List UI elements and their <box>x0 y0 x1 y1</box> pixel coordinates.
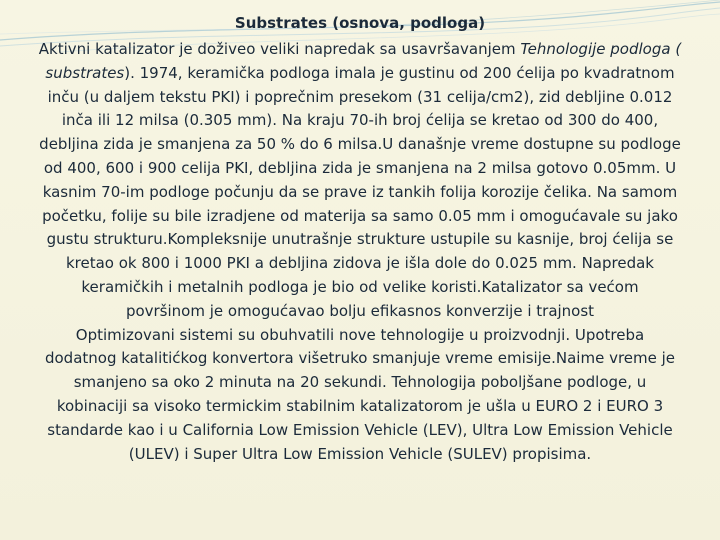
slide-title: Substrates (osnova, podloga) <box>234 14 486 32</box>
body-line: Optimizovani sistemi su obuhvatili nove tehnologije u proizvodnji. Upotreba <box>75 325 645 344</box>
slide-body-text <box>12 38 708 466</box>
body-line: debljina zida je smanjena za 50 % do 6 milsa.U današnje vreme dostupne su podloge <box>39 135 681 154</box>
body-line: površinom je omogućavao bolju efikasnos konverzije i trajnost <box>125 301 595 320</box>
italic-term: substrates <box>45 63 125 82</box>
body-line: kretao ok 800 i 1000 PKI a debljina zidova je išla dole do 0.025 mm. Napredak <box>65 254 654 273</box>
body-line: Aktivni katalizator je doživeo veliki napredak sa usavršavanjem Tehnologije podloga ( <box>38 40 682 58</box>
body-line: (ULEV) i Super Ultra Low Emission Vehicle (SULEV) propisima. <box>128 444 592 463</box>
body-line: substrates). 1974, keramička podloga imala je gustinu od 200 ćelija po kvadratnom <box>45 63 675 82</box>
body-line: dodatnog katalitićkog konvertora višetruko smanjuje vreme emisije.Naime vreme je <box>44 349 676 368</box>
body-line: standarde kao i u California Low Emission Vehicle (LEV), Ultra Low Emission Vehicle <box>47 420 673 439</box>
body-line: inču (u daljem tekstu PKI) i poprečnim presekom (31 celija/cm2), zid debljine 0.012 <box>47 87 673 106</box>
body-line: smanjeno sa oko 2 minuta na 20 sekundi. Tehnologija poboljšane podloge, u <box>73 373 647 392</box>
body-line: inča ili 12 milsa (0.305 mm). Na kraju 70-ih broj ćelija se kretao od 300 do 400, <box>61 111 659 130</box>
body-line: keramičkih i metalnih podloga je bio od velike koristi.Katalizator sa većom <box>81 277 639 296</box>
italic-term: Tehnologije podloga ( <box>520 40 682 58</box>
body-line: kobinaciji sa visoko termickim stabilnim katalizatorom je ušla u EURO 2 i EURO 3 <box>56 396 664 415</box>
body-line: početku, folije su bile izradjene od materija sa samo 0.05 mm i omogućavale su jako <box>42 206 678 225</box>
body-line: kasnim 70-im podloge počunju da se prave iz tankih folija korozije čelika. Na samom <box>42 182 678 201</box>
body-line: od 400, 600 i 900 celija PKI, debljina zida je smanjena na 2 milsa gotovo 0.05mm. U <box>43 158 677 177</box>
body-line: gustu strukturu.Kompleksnije unutrašnje strukture ustupile su kasnije, broj ćelija se <box>46 230 674 249</box>
